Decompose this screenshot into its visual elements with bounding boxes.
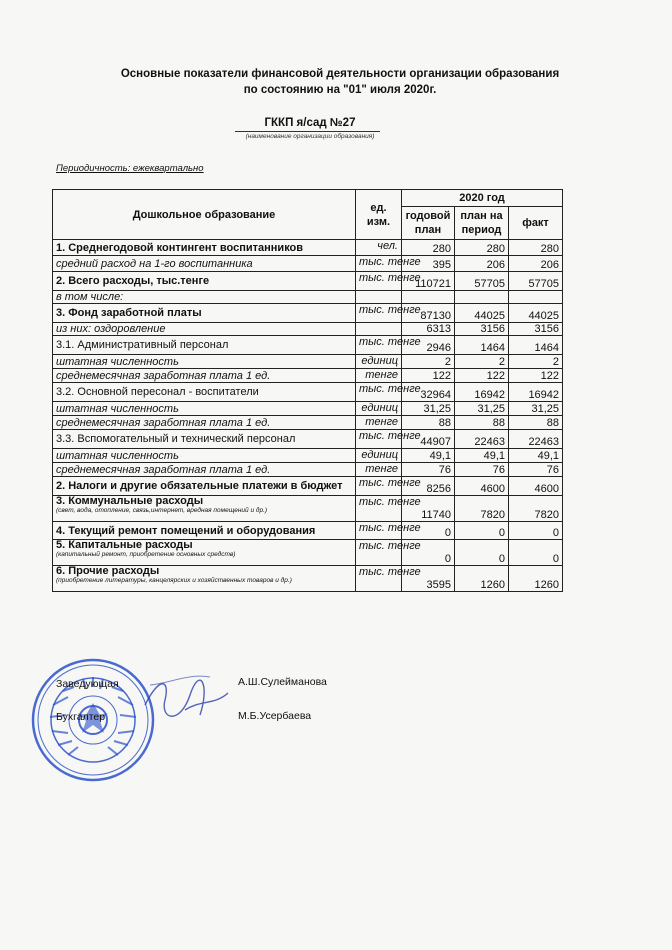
row-label: штатная численность [53, 355, 356, 369]
annual-plan-value: 31,25 [402, 402, 455, 416]
period-plan-value: 31,25 [455, 402, 509, 416]
row-label: среднемесячная заработная плата 1 ед. [53, 369, 356, 383]
table-row [53, 272, 563, 291]
row-unit: тыс. тенге [356, 522, 402, 540]
row-label: 3.2. Основной пересонал - воспитатели [53, 383, 356, 402]
annual-plan-value: 76 [402, 463, 455, 477]
period-plan-value: 206 [455, 256, 509, 272]
table-row [53, 477, 563, 496]
period-plan-value [455, 291, 509, 304]
row-label-main: 3. Коммунальные расходы [56, 495, 204, 507]
annual-plan-value: 110721 [402, 272, 455, 291]
row-label: среднемесячная заработная плата 1 ед. [53, 416, 356, 430]
row-label-main: 5. Капитальные расходы [56, 539, 193, 551]
fact-value: 0 [509, 522, 563, 540]
fact-value: 88 [509, 416, 563, 430]
fact-value: 1260 [509, 566, 563, 592]
organization-underline [235, 131, 380, 132]
row-label: штатная численность [53, 449, 356, 463]
period-plan-value: 1260 [455, 566, 509, 592]
header-annual-plan-line2: план [414, 224, 442, 236]
annual-plan-value: 122 [402, 369, 455, 383]
row-unit: тыс. тенге [356, 566, 402, 592]
row-unit: тыс. тенге [356, 496, 402, 522]
header-unit-line1: ед. [370, 201, 387, 214]
period-plan-value: 2 [455, 355, 509, 369]
period-plan-value: 0 [455, 522, 509, 540]
header-fact: факт [509, 207, 563, 240]
row-unit: тыс. тенге [356, 304, 402, 323]
row-unit: тенге [356, 463, 402, 477]
table-row [53, 383, 563, 402]
row-unit: тыс. тенге [356, 256, 402, 272]
period-plan-value: 1464 [455, 336, 509, 355]
table-row [53, 463, 563, 477]
row-unit: тыс. тенге [356, 477, 402, 496]
header-period-plan-line1: план на [460, 210, 503, 222]
period-plan-value: 88 [455, 416, 509, 430]
financial-table [52, 189, 563, 592]
row-unit: единиц [356, 449, 402, 463]
period-plan-value: 76 [455, 463, 509, 477]
fact-value [509, 291, 563, 304]
annual-plan-value: 6313 [402, 323, 455, 336]
table-row [53, 291, 563, 304]
period-plan-value: 3156 [455, 323, 509, 336]
header-annual-plan-line1: годовой [405, 210, 451, 222]
annual-plan-value: 2946 [402, 336, 455, 355]
fact-value: 49,1 [509, 449, 563, 463]
table-row [53, 355, 563, 369]
fact-value: 2 [509, 355, 563, 369]
annual-plan-value: 0 [402, 522, 455, 540]
period-plan-value: 4600 [455, 477, 509, 496]
annual-plan-value: 11740 [402, 496, 455, 522]
row-label-main: 6. Прочие расходы [56, 565, 160, 577]
row-label [53, 496, 356, 522]
period-plan-value: 7820 [455, 496, 509, 522]
row-unit: тыс. тенге [356, 430, 402, 449]
annual-plan-value: 87130 [402, 304, 455, 323]
header-year: 2020 год [402, 190, 563, 207]
fact-value: 7820 [509, 496, 563, 522]
header-annual-plan [402, 207, 455, 240]
table-row [53, 304, 563, 323]
row-unit: тенге [356, 416, 402, 430]
organization-caption: (наименование организации образования) [245, 133, 375, 140]
row-unit: тыс. тенге [356, 540, 402, 566]
annual-plan-value: 395 [402, 256, 455, 272]
annual-plan-value: 3595 [402, 566, 455, 592]
title-line-2: по состоянию на "01" июля 2020г. [243, 84, 437, 96]
header-period-plan-line2: период [461, 224, 502, 236]
fact-value: 44025 [509, 304, 563, 323]
role-accountant: Бухгалтер [56, 711, 106, 723]
table-row [53, 240, 563, 256]
row-unit: единиц [356, 355, 402, 369]
fact-value: 0 [509, 540, 563, 566]
row-unit: чел. [356, 240, 402, 256]
annual-plan-value: 280 [402, 240, 455, 256]
role-head: Заведующая [56, 678, 119, 690]
fact-value: 122 [509, 369, 563, 383]
period-plan-value: 16942 [455, 383, 509, 402]
row-unit: тыс. тенге [356, 336, 402, 355]
row-label-sub: (приобретение литературы, канцелярских и хозяйственных товаров и др.) [56, 577, 292, 584]
row-label: 3.3. Вспомогательный и технический персонал [53, 430, 356, 449]
fact-value: 280 [509, 240, 563, 256]
table-row [53, 256, 563, 272]
fact-value: 22463 [509, 430, 563, 449]
periodicity-label: Периодичность: ежеквартально [56, 163, 204, 174]
fact-value: 1464 [509, 336, 563, 355]
row-label: 2. Всего расходы, тыс.тенге [53, 272, 356, 291]
fact-value: 3156 [509, 323, 563, 336]
row-label: 1. Среднегодовой контингент воспитанников [53, 240, 356, 256]
table-row [53, 430, 563, 449]
title-line-1: Основные показатели финансовой деятельности организации образования [120, 68, 560, 80]
fact-value: 206 [509, 256, 563, 272]
fact-value: 4600 [509, 477, 563, 496]
fact-value: 76 [509, 463, 563, 477]
document-title [60, 66, 620, 98]
row-label: штатная численность [53, 402, 356, 416]
signature-icon [140, 665, 230, 735]
table-body [53, 240, 563, 592]
row-unit: единиц [356, 402, 402, 416]
row-label: 4. Текущий ремонт помещений и оборудования [53, 522, 356, 540]
row-unit: тенге [356, 369, 402, 383]
table-row [53, 449, 563, 463]
row-label-sub: (свет, вода, отопление, связь,интернет, вредная помещений и др.) [56, 507, 268, 514]
table-row [53, 323, 563, 336]
annual-plan-value: 2 [402, 355, 455, 369]
signature-name-accountant: М.Б.Усербаева [238, 710, 312, 722]
row-unit: тыс. тенге [356, 272, 402, 291]
row-label: из них: оздоровление [53, 323, 356, 336]
row-label-sub: (капитальный ремонт, приобретение основных средств) [56, 551, 236, 558]
period-plan-value: 49,1 [455, 449, 509, 463]
table-row [53, 402, 563, 416]
table-row [53, 496, 563, 522]
row-label [53, 566, 356, 592]
annual-plan-value: 0 [402, 540, 455, 566]
table-row [53, 369, 563, 383]
row-unit [356, 323, 402, 336]
row-unit: тыс. тенге [356, 383, 402, 402]
header-unit [356, 190, 402, 240]
period-plan-value: 57705 [455, 272, 509, 291]
table-row [53, 540, 563, 566]
row-label: среднемесячная заработная плата 1 ед. [53, 463, 356, 477]
organization-name: ГККП я/сад №27 [264, 117, 356, 129]
row-label: 2. Налоги и другие обязательные платежи в бюджет [53, 477, 356, 496]
period-plan-value: 280 [455, 240, 509, 256]
row-label: 3. Фонд заработной платы [53, 304, 356, 323]
annual-plan-value: 88 [402, 416, 455, 430]
period-plan-value: 0 [455, 540, 509, 566]
table-row [53, 416, 563, 430]
period-plan-value: 44025 [455, 304, 509, 323]
header-unit-line2: изм. [366, 215, 391, 228]
header-period-plan [455, 207, 509, 240]
annual-plan-value: 32964 [402, 383, 455, 402]
table-row [53, 566, 563, 592]
period-plan-value: 22463 [455, 430, 509, 449]
table-row [53, 336, 563, 355]
header-section: Дошкольное образование [53, 190, 356, 240]
signature-name-head: А.Ш.Сулейманова [238, 676, 327, 688]
table-row [53, 522, 563, 540]
row-label: 3.1. Административный персонал [53, 336, 356, 355]
period-plan-value: 122 [455, 369, 509, 383]
annual-plan-value: 8256 [402, 477, 455, 496]
row-label: средний расход на 1-го воспитанника [53, 256, 356, 272]
fact-value: 57705 [509, 272, 563, 291]
annual-plan-value [402, 291, 455, 304]
annual-plan-value: 44907 [402, 430, 455, 449]
annual-plan-value: 49,1 [402, 449, 455, 463]
fact-value: 31,25 [509, 402, 563, 416]
row-label: в том числе: [53, 291, 356, 304]
row-unit [356, 291, 402, 304]
fact-value: 16942 [509, 383, 563, 402]
row-label [53, 540, 356, 566]
